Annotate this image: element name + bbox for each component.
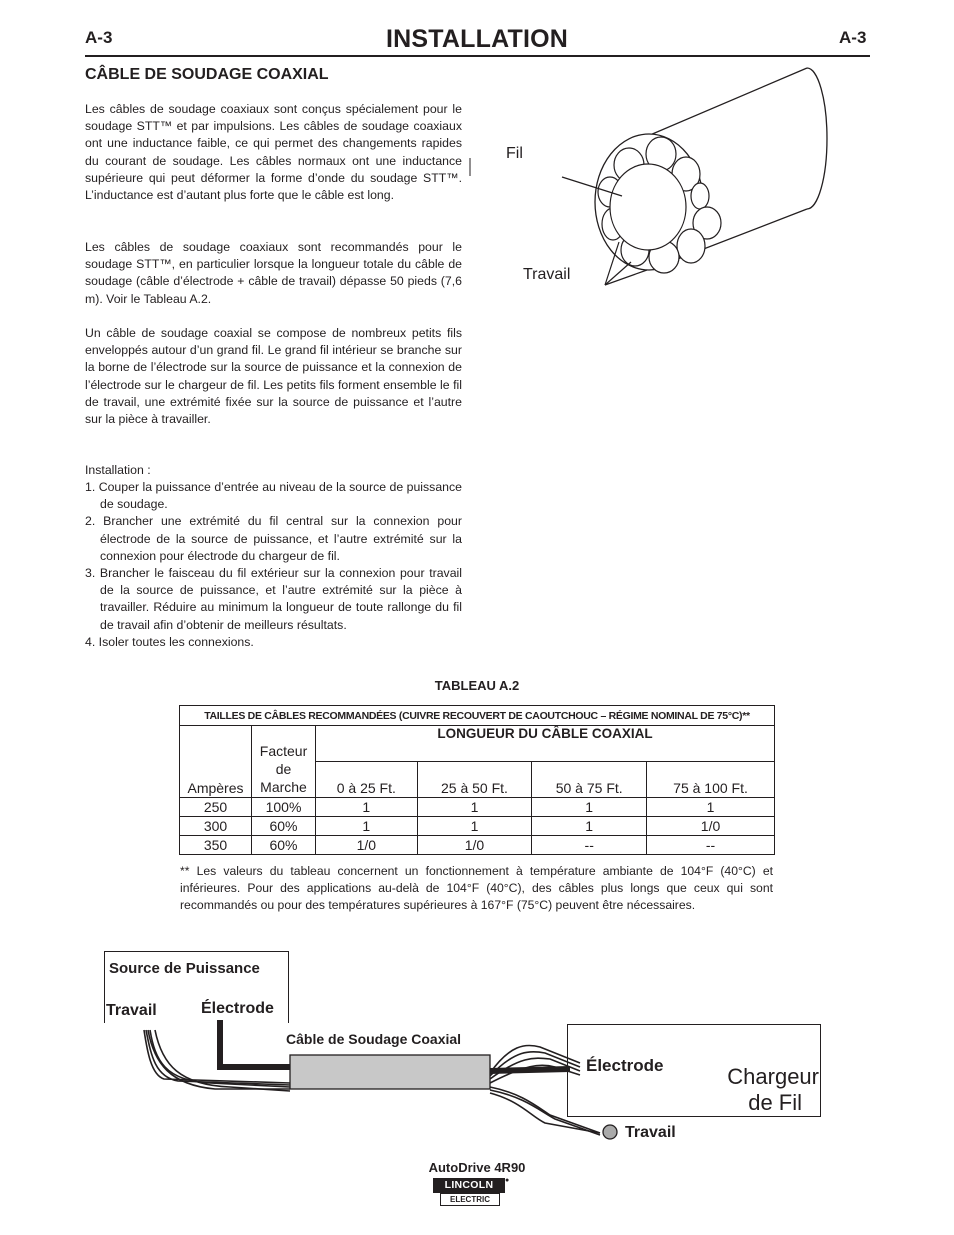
coaxial-cable-label: Câble de Soudage Coaxial <box>286 1031 462 1047</box>
paragraph-recommendation: Les câbles de soudage coaxiaux sont recommandés pour le soudage STT™, en particulier lorsque la longueur totale du câble de soudage (câble d’électrode + câble de travail) dépasse 50 pieds (7,6 m). Voir le Tableau A.2. <box>85 240 462 306</box>
table-header: TAILLES DE CÂBLES RECOMMANDÉES (CUIVRE RECOUVERT DE CAOUTCHOUC – RÉGIME NOMINAL DE 75°C)** <box>180 706 775 726</box>
column-header-cable-length: LONGUEUR DU CÂBLE COAXIAL <box>316 726 775 762</box>
table-row <box>180 836 775 855</box>
page-number-left: A-3 <box>85 28 113 47</box>
table-cell: 1 <box>647 798 775 817</box>
source-travail-label: Travail <box>106 1002 157 1019</box>
column-header-duty-cycle: Facteur de Marche <box>252 726 316 798</box>
source-electrode-label: Électrode <box>201 1000 274 1017</box>
table-cell: 60% <box>252 817 316 836</box>
table-cell: 1/0 <box>316 836 418 855</box>
install-intro: Installation : <box>85 463 151 477</box>
table-cell: 1 <box>316 798 418 817</box>
table-cell: 300 <box>180 817 252 836</box>
wire-feeder-title <box>720 1064 819 1116</box>
coaxial-cable-body <box>290 1055 490 1089</box>
table-cell: 1 <box>532 798 647 817</box>
install-steps <box>85 479 462 651</box>
column-header-length: 75 à 100 Ft. <box>647 762 775 798</box>
power-source-title: Source de Puissance <box>109 960 260 977</box>
table-row <box>180 817 775 836</box>
feeder-travail-label: Travail <box>625 1124 676 1141</box>
table-cell: 1 <box>417 798 532 817</box>
logo-lincoln: LINCOLN <box>433 1178 505 1193</box>
fil-label: Fil <box>506 145 523 162</box>
lincoln-electric-logo <box>433 1178 509 1206</box>
header-rule <box>85 55 870 57</box>
table-cell: 1/0 <box>647 817 775 836</box>
install-step: 2. Brancher une extrémité du fil central sur la connexion pour électrode de la source de puissance, et l’autre extrémité sur la connexion pour électrode du chargeur de fil. <box>85 514 462 563</box>
page-title: INSTALLATION <box>385 25 568 53</box>
wire-feeder-title-line1: Chargeur <box>727 1064 819 1089</box>
column-header-amperes: Ampères <box>180 726 252 798</box>
paragraph-intro: Les câbles de soudage coaxiaux sont conçus spécialement pour le soudage STT™ et par impulsions. Les câbles de soudage coaxiaux ont une inductance faible, ce qui permet des changements rapides du courant de soudage. Les câbles normaux ont une inductance supérieure qui peut déformer la forme d’onde du soudage STT™. L’inductance est d’autant plus forte que le câble est long. <box>85 102 462 203</box>
column-header-length: 0 à 25 Ft. <box>316 762 418 798</box>
feeder-electrode-label: Électrode <box>586 1056 664 1075</box>
logo-registered-mark: ● <box>505 1177 510 1184</box>
travail-label: Travail <box>523 266 571 283</box>
cable-size-table <box>179 705 775 855</box>
table-cell: 1 <box>532 817 647 836</box>
work-clamp-icon <box>603 1125 617 1139</box>
install-step: 1. Couper la puissance d’entrée au niveau de la source de puissance de soudage. <box>85 480 462 512</box>
table-cell: 60% <box>252 836 316 855</box>
paragraph-construction: Un câble de soudage coaxial se compose de nombreux petits fils enveloppés autour d’un grand fil. Le grand fil intérieur se branche sur la borne de l’électrode sur la source de puissance et la connexion de l’électrode sur le chargeur de fil. Les petits fils forment ensemble le fil de travail, une extrémité fixée sur la source de puissance et l’autre sur la pièce à travailler. <box>85 326 462 427</box>
table-cell: 350 <box>180 836 252 855</box>
table-row <box>180 798 775 817</box>
page-number-right: A-3 <box>839 28 867 47</box>
wire-feeder-title-line2: de Fil <box>748 1090 802 1115</box>
logo-electric: ELECTRIC <box>440 1193 500 1206</box>
column-header-length: 50 à 75 Ft. <box>532 762 647 798</box>
table-cell: -- <box>532 836 647 855</box>
product-model: AutoDrive 4R90 <box>428 1160 526 1175</box>
table-cell: 250 <box>180 798 252 817</box>
table-cell: 100% <box>252 798 316 817</box>
coaxial-cable-figure <box>465 60 845 310</box>
table-note: ** Les valeurs du tableau concernent un fonctionnement à température ambiante de 104°F (40°C) et inférieures. Pour des applications au-delà de 104°F (40°C), des câbles plus longs que ceux qui sont recommandés ou pour des températures supérieures à 167°F (75°C) peuvent être nécessaires. <box>180 864 773 913</box>
table-cell: 1 <box>316 817 418 836</box>
install-step: 4. Isoler toutes les connexions. <box>85 634 254 649</box>
table-cell: 1 <box>417 817 532 836</box>
table-cell: 1/0 <box>417 836 532 855</box>
section-title: CÂBLE DE SOUDAGE COAXIAL <box>85 66 329 83</box>
table-caption: TABLEAU A.2 <box>434 678 520 693</box>
table-cell: -- <box>647 836 775 855</box>
column-header-length: 25 à 50 Ft. <box>417 762 532 798</box>
install-step: 3. Brancher le faisceau du fil extérieur sur la connexion pour travail de la source de puissance, et l’autre extrémité sur la pièce à travailler. Réduire au minimum la longueur de toute rallonge du fil de travail afin d’obtenir de meilleurs résultats. <box>85 566 462 632</box>
